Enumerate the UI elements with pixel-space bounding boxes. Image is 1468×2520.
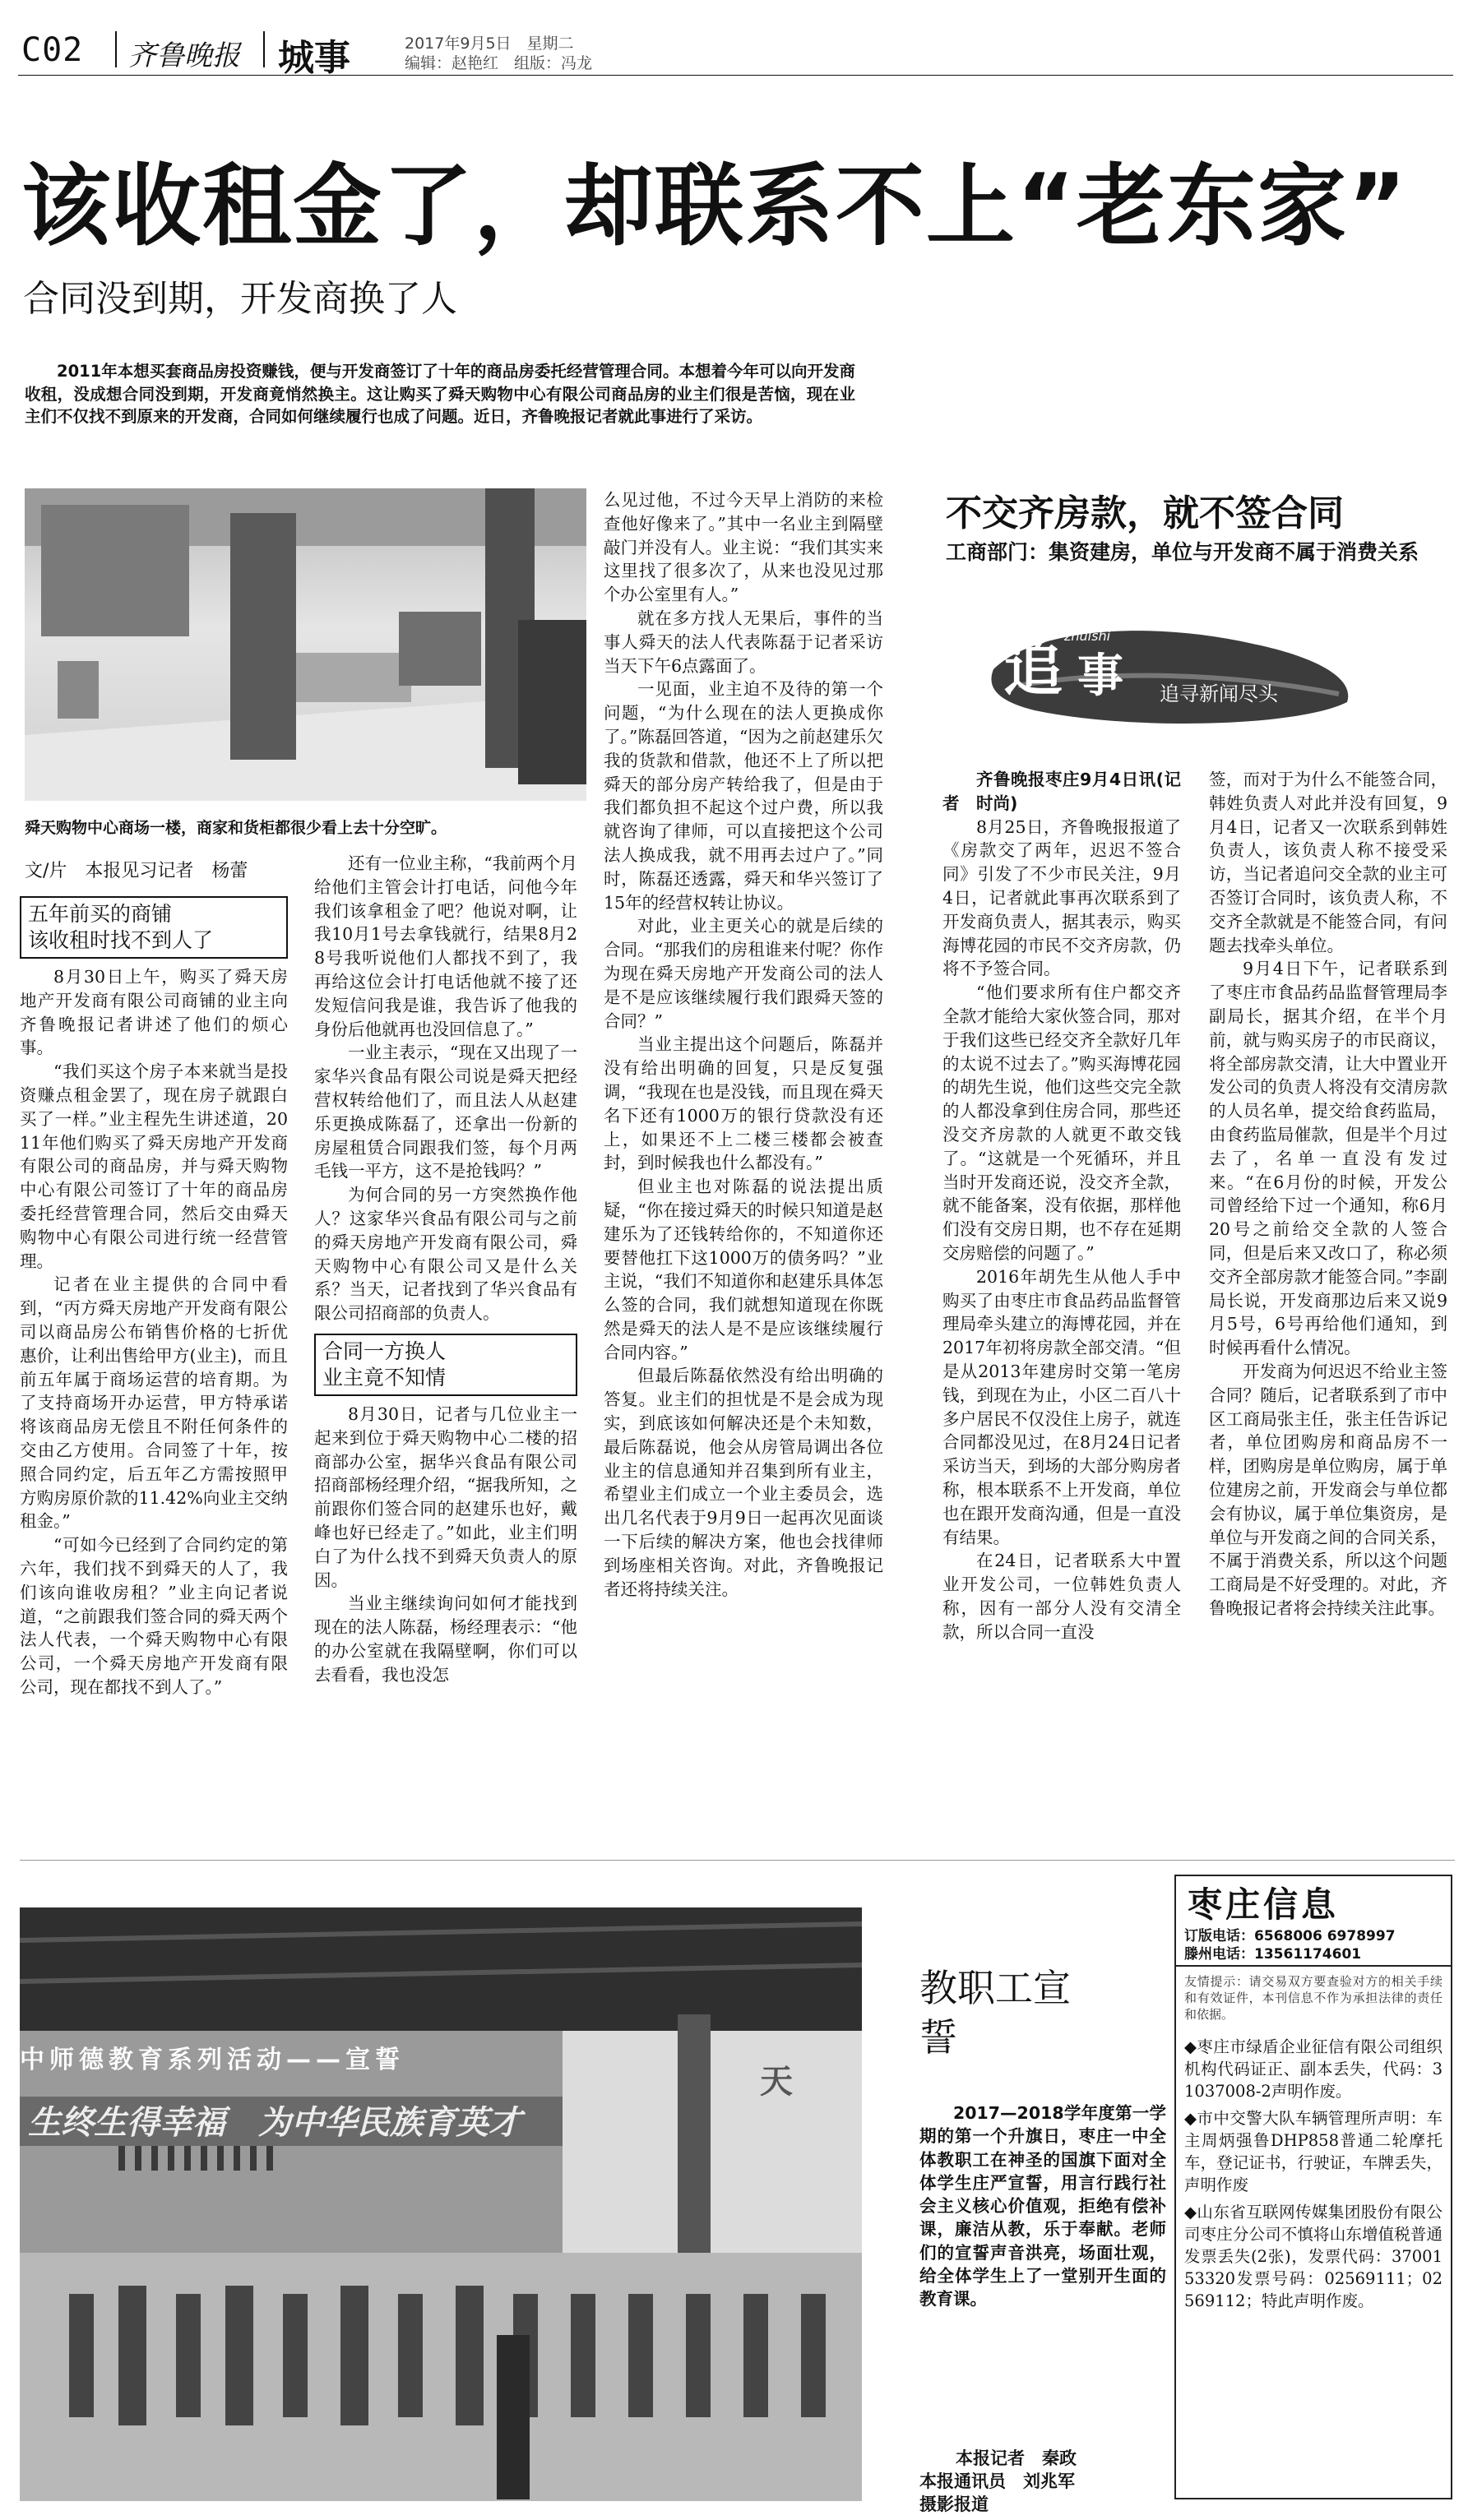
paragraph: “他们要求所有住户都交齐全款才能给大家伙签合同，那对于我们这些已经交齐全款好几年的太说不过去了。”购买海博花园的胡先生说，他们这些交完全款的人都没拿到住房合同，那些还没交齐房款的人就更不敢交钱了。“这就是一个死循环，并且当时开发商还说，没交齐全款，就不能备案，没有依据，那样他们没有交房日期，也不存在延期交房赔偿的问题了。” [942, 983, 1181, 1263]
bottom-credits [919, 2447, 1077, 2516]
side-headline: 不交齐房款，就不签合同 [946, 492, 1344, 534]
credit-line: 摄影报道 [919, 2495, 989, 2514]
paragraph: 就在多方找人无果后，事件的当事人舜天的法人代表陈磊于记者采访当天下午6点露面了。 [604, 608, 883, 676]
paragraph: “可如今已经到了合同约定的第六年，我们找不到舜天的人了，我们该向谁收房租？”业主向记者说道，“之前跟我们签合同的舜天两个法人代表，一个舜天购物中心有限公司，一个舜天房地产开发商有限公司，现在都找不到人了。” [20, 1535, 288, 1697]
paragraph: 8月30日，记者与几位业主一起来到位于舜天购物中心二楼的招商部办公室，据华兴食品有限公司招商部杨经理介绍，“据我所知，之前跟你们签合同的赵建乐也好，戴峰也好已经走了。”如此，业主们明白了为什么找不到舜天负责人的原因。 [314, 1403, 577, 1590]
side-column-1 [942, 768, 1181, 1644]
section-name: 城事 [278, 37, 350, 79]
lead-paragraph: 2011年本想买套商品房投资赚钱，便与开发商签订了十年的商品房委托经营管理合同。本想着今年可以向开发商收租，没成想合同没到期，开发商竟悄然换主。这让购买了舜天购物中心有限公司商品房的业主们很是苦恼，现在业主们不仅找不到原来的开发商，合同如何继续履行也成了问题。近日，齐鲁晚报记者就此事进行了采访。 [25, 362, 855, 426]
main-lead [25, 360, 855, 428]
paragraph: 9月4日下午，记者联系到了枣庄市食品药品监督管理局李副局长，据其介绍，在半个月前，就与购买房子的市民商议，将全部房款交清，让大中置业开发公司的负责人将没有交清房款的人员名单，提交给食药监局，由食药监局催款，但是半个月过去了，名单一直没有发过来。“在6月份的时候，开发公司曾经给下过一个通知，称6月20号之前给交全款的人签合同，但是后来又改口了，称必须交齐全部房款才能签合同。”李副局长说，开发商那边后来又说9月5号，6号再给他们通知，到时候再看什么情况。 [1209, 959, 1447, 1358]
paragraph: 为何合同的另一方突然换作他人？这家华兴食品有限公司与之前的舜天房地产开发商有限公司，舜天购物中心有限公司又是什么关系？当天，记者找到了华兴食品有限公司招商部的负责人。 [314, 1185, 577, 1324]
paragraph: 在24日，记者联系大中置业开发公司，一位韩姓负责人称，因有一部分人没有交清全款，所以合同一直没 [942, 1551, 1181, 1642]
credit-line: 本报通讯员 刘兆军 [919, 2471, 1075, 2491]
logo-tagline: 追寻新闻尽头 [1160, 682, 1278, 705]
main-headline: 该收租金了，却联系不上“老东家” [21, 155, 1408, 258]
paragraph: 还有一位业主称，“我前两个月给他们主管会计打电话，问他今年我们该拿租金了吧？他说对啊，让我10月1号去拿钱就行，结果8月28号我听说他们人都找不到了，我再给这位会计打电话他就不接了还发短信问我是谁，我告诉了他我的身份后他就再也没回信息了。” [314, 853, 577, 1039]
logo-char-shi: 事 [1077, 649, 1123, 703]
main-column-1 [20, 888, 288, 1699]
dateline-text: 齐鲁晚报枣庄9月4日讯(记者 时尚) [942, 770, 1181, 813]
paragraph: 么见过他，不过今天早上消防的来检查他好像来了。”其中一名业主到隔壁敲门并没有人。业主说：“我们其实来这里找了很多次了，从来也没见过那个办公室里有人。” [604, 490, 883, 605]
paragraph: “我们买这个房子本来就当是投资赚点租金罢了，现在房子就跟白买了一样。”业主程先生讲述道，2011年他们购买了舜天房地产开发商有限公司的商品房，并与舜天购物中心有限公司签订了十年的商品房委托经营管理合同，然后交由舜天购物中心有限公司进行统一经营管理。 [20, 1061, 288, 1271]
mall-interior-image [25, 488, 586, 801]
classified-item: ◆山东省互联网传媒集团股份有限公司枣庄分公司不慎将山东增值税普通发票丢失(2张)，发票代码：3700153320发票号码：02569111；02569112；特此声明作废。 [1184, 2203, 1443, 2310]
header-divider [263, 31, 265, 67]
oath-ceremony-image [20, 1907, 862, 2501]
credit-line: 本报记者 秦政 [956, 2448, 1077, 2468]
side-column-2 [1209, 768, 1447, 1621]
subhead-1: 五年前买的商铺 该收租时找不到人了 [20, 896, 288, 959]
classifieds-title: 枣庄信息 [1188, 1884, 1340, 1925]
dateline [942, 768, 1181, 816]
bottom-headline: 教职工宣誓 [919, 1966, 1071, 2060]
byline: 文/片 本报见习记者 杨蕾 [25, 861, 248, 881]
paragraph: 对此，业主更关心的就是后续的合同。“那我们的房租谁来付呢？你作为现在舜天房地产开发商公司的法人是不是应该继续履行我们跟舜天签的合同？” [604, 916, 883, 1031]
zhuishi-logo [985, 595, 1364, 735]
classifieds-rule [1176, 1965, 1451, 1967]
mall-photo [25, 488, 586, 801]
oath-photo [20, 1907, 862, 2501]
paragraph: 当业主继续询问如何才能找到现在的法人陈磊，杨经理表示：“他的办公室就在我隔壁啊，你们可以去看看，我也没怎 [314, 1593, 577, 1685]
paragraph: 但业主也对陈磊的说法提出质疑，“你在接过舜天的时候只知道是赵建乐为了还钱转给你的，不知道你还要替他扛下这1000万的债务吗？”业主说，“我们不知道你和赵建乐具体怎么签的合同，我们就想知道现在你既然是舜天的法人是不是应该继续履行合同内容。” [604, 1177, 883, 1362]
classifieds-notice: 友情提示：请交易双方要查验对方的相关手续和有效证件，本刊信息不作为承担法律的责任和依据。 [1184, 1974, 1443, 2022]
paragraph: 一业主表示，“现在又出现了一家华兴食品有限公司说是舜天把经营权转给他们了，而且法人从赵建乐更换成陈磊了，还拿出一份新的房屋租赁合同跟我们签，每个月两毛钱一平方，这不是抢钱吗？” [314, 1043, 577, 1181]
paragraph: 2016年胡先生从他人手中购买了由枣庄市食品药品监督管理局牵头建立的海博花园，并在2017年初将房款全部交清。“但是从2013年建房时交第一笔房钱，到现在为止，小区二百八十多户居民不仅没住上房子，就连合同都没见过，在8月24日记者采访当天，到场的大部分购房者称，根本联系不上开发商，单位也在跟开发商沟通，但是一直没有结果。 [942, 1266, 1181, 1547]
paragraph: 记者在业主提供的合同中看到，“丙方舜天房地产开发商有限公司以商品房公布销售价格的七折优惠价，让利出售给甲方(业主)，而且前五年属于商场运营的培育期。为了支持商场开办运营，甲方特承诺将该商品房无偿且不附任何条件的交由乙方使用。合同签了十年，按照合同约定，后五年乙方需按照甲方购房原价款的11.42%向业主交纳租金。” [20, 1274, 288, 1532]
paragraph: 开发商为何迟迟不给业主签合同？随后，记者联系到了市中区工商局张主任，张主任告诉记者，单位团购房和商品房不一样，团购房是单位购房，属于单位建房之前，开发商会与单位都会有协议，属于单位集资房，是单位与开发商之间的合同关系，不属于消费关系，所以这个问题工商局是不好受理的。对此，齐鲁晚报记者将会持续关注此事。 [1209, 1361, 1447, 1618]
classifieds-phone-1: 订版电话：6568006 6978997 [1184, 1928, 1396, 1944]
page-header [18, 26, 1453, 79]
main-column-3 [604, 488, 883, 1601]
subhead-2: 合同一方换人 业主竟不知情 [314, 1334, 577, 1396]
paper-name: 齐鲁晚报 [128, 39, 240, 72]
issue-date: 2017年9月5日 星期二 [405, 35, 574, 53]
classifieds-box [1174, 1875, 1452, 2499]
paragraph: 但最后陈磊依然没有给出明确的答复。业主们的担忧是不是会成为现实，到底该如何解决还是个未知数，最后陈磊说，他会从房管局调出各位业主的信息通知并召集到所有业主，希望业主们成立一个业主委员会，选出几名代表于9月9日一起再次见面谈一下后续的解决方案，他也会找律师到场座相关咨询。对此，齐鲁晚报记者还将持续关注。 [604, 1366, 883, 1599]
section-separator [20, 1860, 1455, 1861]
paragraph: 签，而对于为什么不能签合同，韩姓负责人对此并没有回复，9月4日，记者又一次联系到韩姓负责人，该负责人称不接受采访，当记者追问交全款的业主可否签订合同时，该负责人称，不交齐全款就是不能签合同，有问题去找牵头单位。 [1209, 770, 1447, 955]
photo-wall-text: 天 [760, 2063, 793, 2101]
header-divider [115, 31, 117, 67]
photo-slogan-text: 生终生得幸福 为中华民族育英才 [28, 2104, 521, 2142]
paragraph: 2017—2018学年度第一学期的第一个升旗日，枣庄一中全体教职工在神圣的国旗下面对全体学生庄严宣誓，用言行践行社会主义核心价值观，拒绝有偿补课，廉洁从教，乐于奉献。老师们的宣誓声音洪亮，场面壮观，给全体学生上了一堂别开生面的教育课。 [919, 2103, 1166, 2310]
editors-line: 编辑：赵艳红 组版：冯龙 [405, 54, 593, 72]
paragraph: 一见面，业主迫不及待的第一个问题，“为什么现在的法人更换成你了。”陈磊回答道，“因为之前赵建乐欠我的货款和借款，他还不上了所以把舜天的部分房产转给我了，但是由于我们都负担不起这个过户费，所以我就咨询了律师，可以直接把这个公司法人换成我，就不用再去过户了。”同时，陈磊还透露，舜天和华兴签订了15年的经营权转让协议。 [604, 679, 883, 913]
paragraph: 8月25日，齐鲁晚报报道了《房款交了两年，迟迟不签合同》引发了不少市民关注，9月4日，记者就此事再次联系到了开发商负责人，据其表示，购买海博花园的市民不交齐房款，仍将不予签合同。 [942, 816, 1181, 979]
paragraph: 8月30日上午，购买了舜天房地产开发商有限公司商铺的业主向齐鲁晚报记者讲述了他们的烦心事。 [20, 967, 288, 1058]
bottom-body [919, 2102, 1166, 2311]
classified-item: ◆市中交警大队车辆管理所声明：车主周炳强鲁DHP858普通二轮摩托车，登记证书，行驶证，车牌丢失，声明作废 [1184, 2109, 1443, 2194]
classifieds-phone-2: 滕州电话：13561174601 [1184, 1946, 1362, 1963]
page-number: C02 [21, 31, 84, 69]
main-subheadline: 合同没到期，开发商换了人 [23, 278, 457, 320]
main-column-2 [314, 852, 577, 1687]
photo-caption: 舜天购物中心商场一楼，商家和货柜都很少看上去十分空旷。 [25, 819, 447, 837]
side-subheadline: 工商部门：集资建房，单位与开发商不属于消费关系 [946, 540, 1419, 564]
paragraph: 当业主提出这个问题后，陈磊并没有给出明确的回复，只是反复强调，“我现在也是没钱，而且现在舜天名下还有1000万的银行贷款没有还上，如果还不上二楼三楼都会被查封，到时候我也什么都没有。” [604, 1034, 883, 1173]
classifieds-items [1184, 2036, 1443, 2312]
photo-banner-text: 中师德教育系列活动——宣誓 [20, 2046, 405, 2074]
logo-char-zhui: 追 [1003, 634, 1063, 704]
classified-item: ◆枣庄市绿盾企业征信有限公司组织机构代码证正、副本丢失，代码：31037008-2声明作废。 [1184, 2037, 1443, 2101]
logo-pinyin: zhuishi [1064, 628, 1111, 644]
